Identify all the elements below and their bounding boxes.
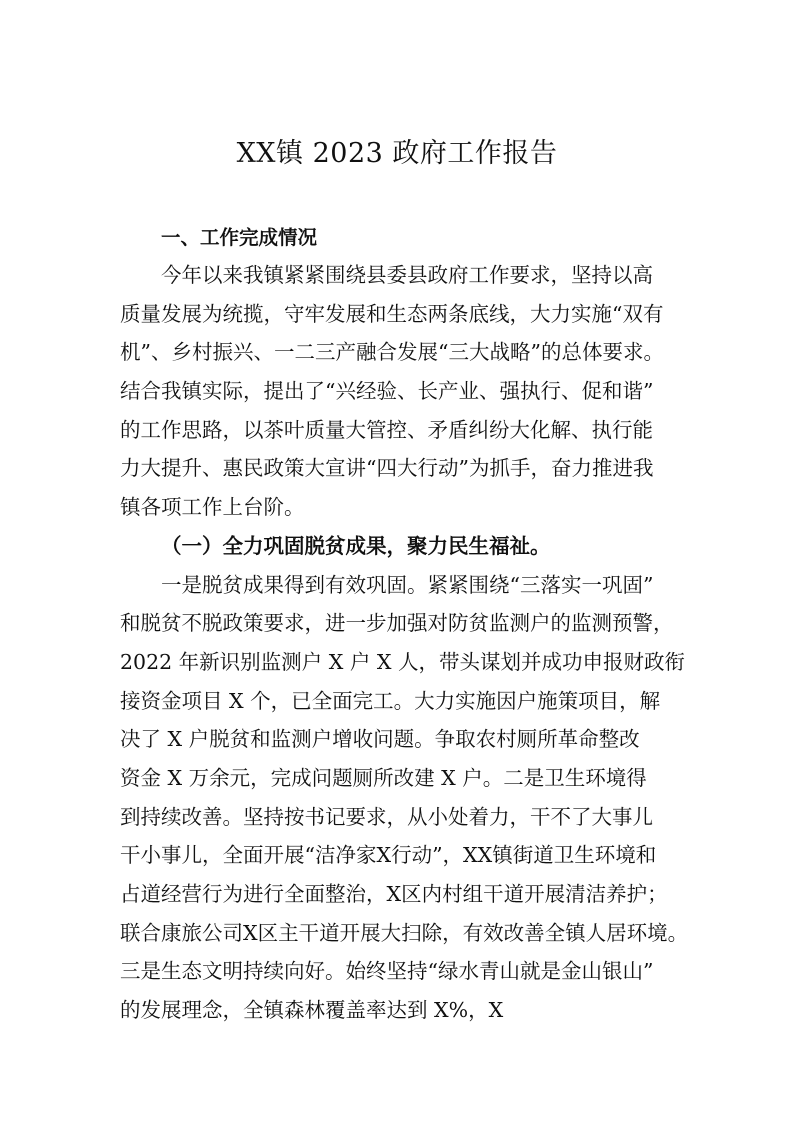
text-line: 今年以来我镇紧紧围绕县委县政府工作要求，坚持以高 (161, 263, 653, 287)
text-line: 2022 年新识别监测户 X 户 X 人，带头谋划并成功申报财政衔 (120, 649, 685, 674)
text-line: 联合康旅公司X区主干道开展大扫除，有效改善全镇人居环境。 (120, 920, 689, 945)
text-line: 力大提升、惠民政策大宣讲“四大行动”为抓手，奋力推进我 (120, 456, 654, 481)
text-line: 机”、乡村振兴、一二三产融合发展“三大战略”的总体要求。 (120, 340, 664, 365)
section-heading: 一、工作完成情况 (161, 226, 318, 249)
text-line: 到持续改善。坚持按书记要求，从小处着力，干不了大事儿 (120, 804, 653, 829)
text-line: 和脱贫不脱政策要求，进一步加强对防贫监测户的监测预警， (120, 611, 674, 636)
text-line: 三是生态文明持续向好。始终坚持“绿水青山就是金山银山” (120, 959, 654, 984)
text-line: 的工作思路，以茶叶质量大管控、矛盾纠纷大化解、执行能 (120, 417, 653, 442)
text-line: 干小事儿，全面开展“洁净家X行动”，XX镇街道卫生环境和 (120, 843, 657, 868)
text-line: 结合我镇实际，提出了“兴经验、长产业、强执行、促和谐” (120, 379, 654, 404)
text-line: 的发展理念，全镇森林覆盖率达到 X%，X (120, 998, 504, 1023)
text-line: 资金 X 万余元，完成问题厕所改建 X 户。二是卫生环境得 (120, 765, 647, 790)
text-line: 镇各项工作上台阶。 (120, 495, 305, 520)
text-line: 质量发展为统揽，守牢发展和生态两条底线，大力实施“双有 (120, 301, 664, 326)
document-body (120, 256, 689, 1030)
text-line: 占道经营行为进行全面整治，X区内村组干道开展清洁养护； (120, 882, 668, 906)
text-line: 一是脱贫成果得到有效巩固。紧紧围绕“三落实一巩固” (161, 572, 654, 597)
text-line: 决了 X 户脱贫和监测户增收问题。争取农村厕所革命整改 (120, 727, 640, 752)
subsection-heading: （一）全力巩固脱贫成果，聚力民生福祉。 (161, 533, 551, 558)
text-line: 接资金项目 X 个，已全面完工。大力实施因户施策项目，解 (120, 688, 661, 713)
document-title: XX镇 2023 政府工作报告 (236, 138, 558, 169)
